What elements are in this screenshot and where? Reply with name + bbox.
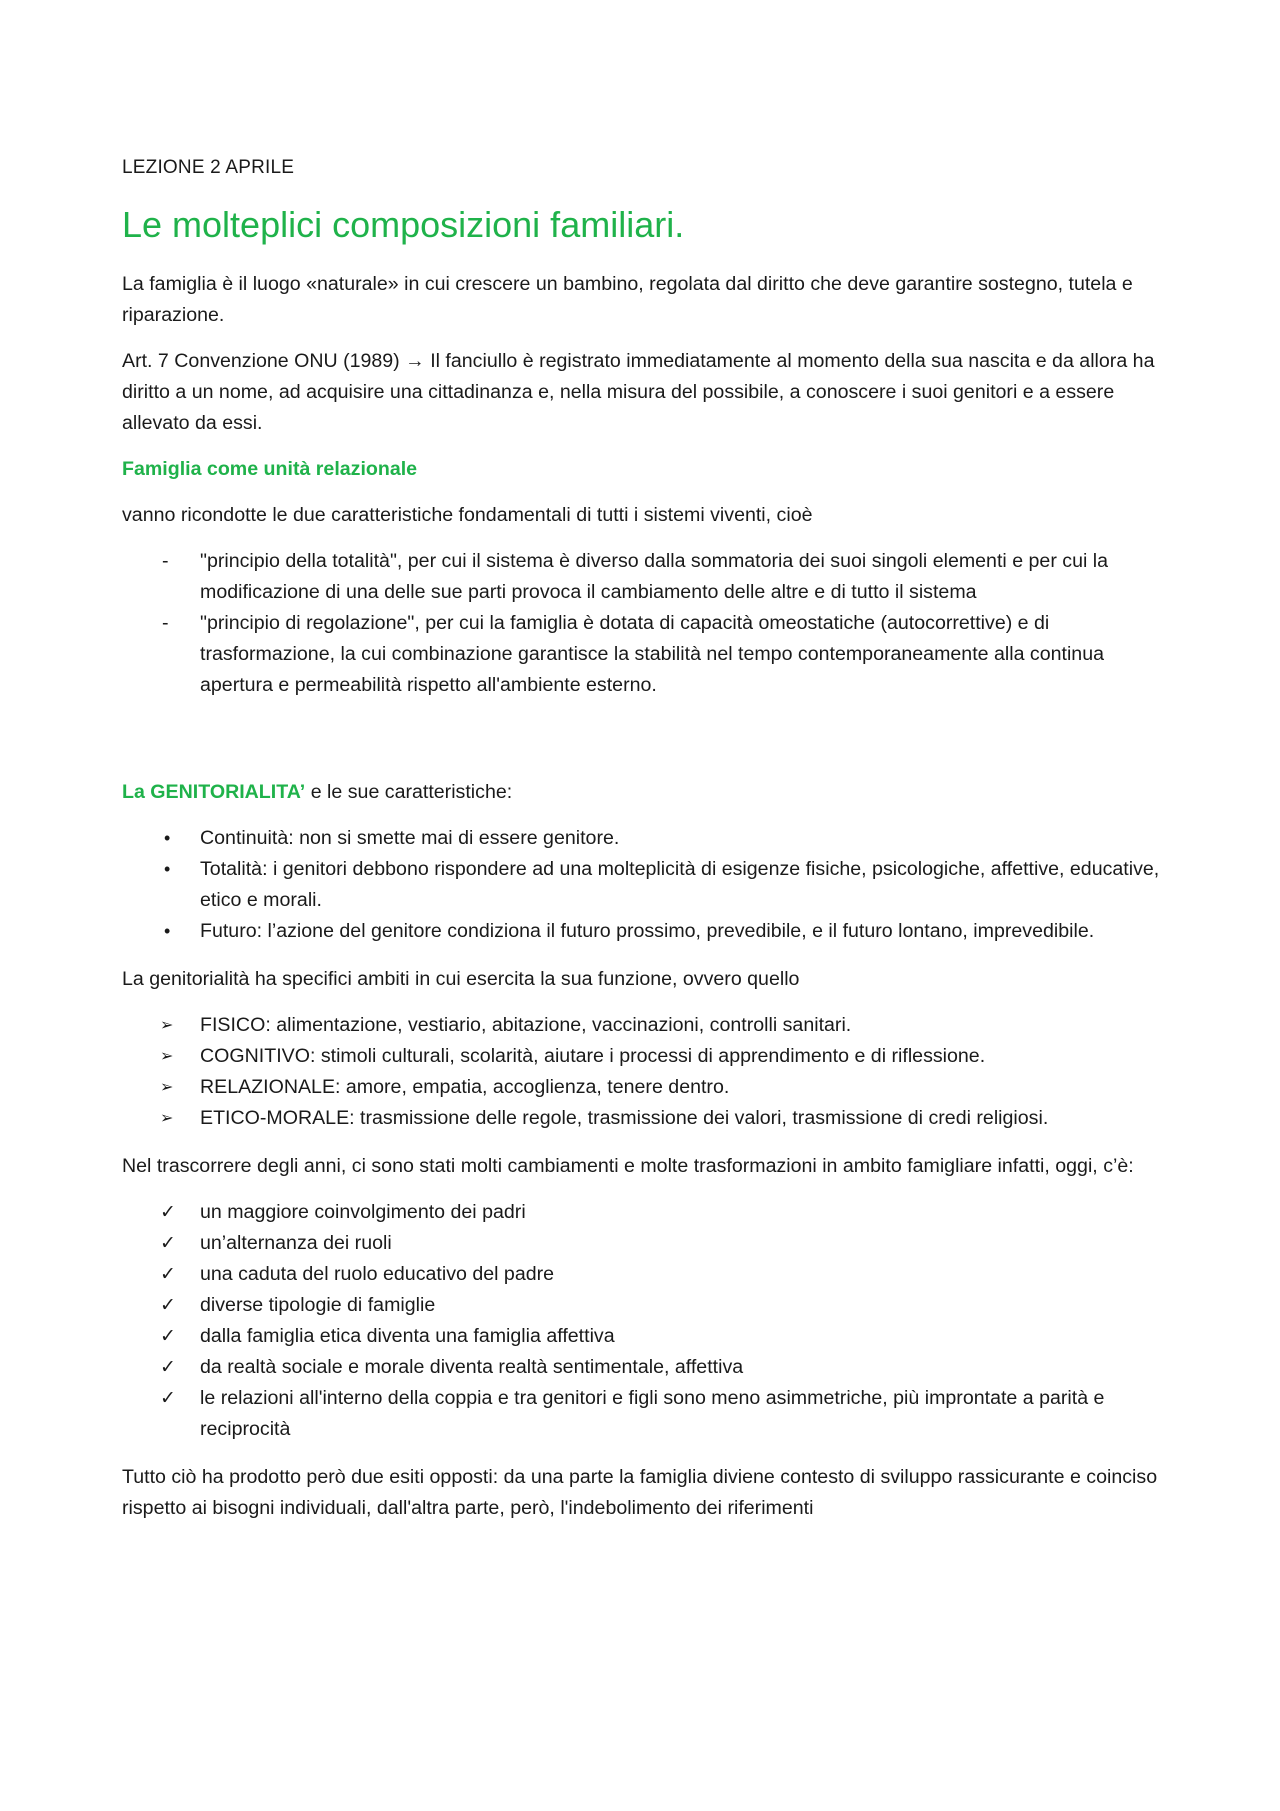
list-item xyxy=(122,1072,1162,1103)
arrow-bullet-icon: ➢ xyxy=(160,1048,174,1065)
list-item xyxy=(122,1228,1162,1259)
list-item-text: da realtà sociale e morale diventa realtà sentimentale, affettiva xyxy=(200,1356,744,1378)
list-item-text: ETICO-MORALE: trasmissione delle regole, trasmissione dei valori, trasmissione di credi religiosi. xyxy=(200,1107,1049,1129)
lesson-label: LEZIONE 2 APRILE xyxy=(122,157,295,178)
bullet-icon: • xyxy=(164,859,171,879)
list-item xyxy=(122,1383,1162,1445)
list-item xyxy=(122,1010,1162,1041)
list-item-text: FISICO: alimentazione, vestiario, abitazione, vaccinazioni, controlli sanitari. xyxy=(200,1014,852,1036)
section-heading-famiglia: Famiglia come unità relazionale xyxy=(122,458,418,480)
arrow-bullet-icon: ➢ xyxy=(160,1017,174,1034)
list-item xyxy=(122,1103,1162,1134)
list-item xyxy=(122,608,1162,701)
list-item-text: una caduta del ruolo educativo del padre xyxy=(200,1263,555,1285)
list-item-text: "principio di regolazione", per cui la famiglia è dotata di capacità omeostatiche (autocorrettive) e di trasformazione, la cui combinazione garantisce la stabilità nel tempo contemporaneamente alla continua apertura e permeabilità rispetto all'ambiente esterno. xyxy=(200,612,1105,696)
section-heading-genitorialita xyxy=(122,777,1162,808)
checkmark-icon: ✓ xyxy=(160,1357,176,1378)
checkmark-icon: ✓ xyxy=(160,1264,176,1285)
principles-list xyxy=(122,546,1162,701)
list-item xyxy=(122,916,1162,947)
list-item-text: Totalità: i genitori debbono rispondere ad una molteplicità di esigenze fisiche, psicologiche, affettive, educative, etico e morali. xyxy=(200,858,1160,911)
list-item-text: le relazioni all'interno della coppia e tra genitori e figli sono meno asimmetriche, più improntate a parità e reciprocità xyxy=(200,1387,1105,1440)
arrow-bullet-icon: ➢ xyxy=(160,1079,174,1096)
list-item-text: un’alternanza dei ruoli xyxy=(200,1232,392,1254)
list-item xyxy=(122,1352,1162,1383)
list-item-text: Continuità: non si smette mai di essere genitore. xyxy=(200,827,620,849)
list-item xyxy=(122,1197,1162,1228)
ambiti-list xyxy=(122,1010,1162,1134)
heading-green-part: La GENITORIALITA’ xyxy=(122,781,306,803)
list-item-text: dalla famiglia etica diventa una famiglia affettiva xyxy=(200,1325,615,1347)
list-item xyxy=(122,546,1162,608)
checkmark-icon: ✓ xyxy=(160,1295,176,1316)
list-item-text: "principio della totalità", per cui il sistema è diverso dalla sommatoria dei suoi singoli elementi e per cui la modificazione di una delle sue parti provoca il cambiamento delle altre e di tutto il sistema xyxy=(200,550,1109,603)
checkmark-icon: ✓ xyxy=(160,1326,176,1347)
article-paragraph: Art. 7 Convenzione ONU (1989) → Il fanciullo è registrato immediatamente al momento della sua nascita e da allora ha diritto a un nome, ad acquisire una cittadinanza e, nella misura del possibile, a conoscere i suoi genitori e a essere allevato da essi. xyxy=(122,350,1155,434)
list-item-text: COGNITIVO: stimoli culturali, scolarità, aiutare i processi di apprendimento e di riflessione. xyxy=(200,1045,986,1067)
list-item-text: RELAZIONALE: amore, empatia, accoglienza, tenere dentro. xyxy=(200,1076,730,1098)
list-item xyxy=(122,1290,1162,1321)
characteristics-list xyxy=(122,823,1162,947)
list-item xyxy=(122,854,1162,916)
ambiti-intro-paragraph: La genitorialità ha specifici ambiti in cui esercita la sua funzione, ovvero quello xyxy=(122,968,800,990)
list-item-text: diverse tipologie di famiglie xyxy=(200,1294,436,1316)
list-item-text: Futuro: l’azione del genitore condiziona il futuro prossimo, prevedibile, e il futuro lontano, imprevedibile. xyxy=(200,920,1095,942)
arrow-bullet-icon: ➢ xyxy=(160,1110,174,1127)
section-intro-paragraph: vanno ricondotte le due caratteristiche fondamentali di tutti i sistemi viventi, cioè xyxy=(122,504,813,526)
dash-marker: - xyxy=(162,550,169,572)
list-item xyxy=(122,1321,1162,1352)
checkmark-icon: ✓ xyxy=(160,1388,176,1409)
list-item xyxy=(122,1259,1162,1290)
closing-paragraph: Tutto ciò ha prodotto però due esiti opposti: da una parte la famiglia diviene contesto di sviluppo rassicurante e coinciso rispetto ai bisogni individuali, dall'altra parte, però, l'indebolimento dei riferimenti xyxy=(122,1466,1158,1519)
changes-list xyxy=(122,1197,1162,1445)
list-item xyxy=(122,1041,1162,1072)
changes-intro-paragraph: Nel trascorrere degli anni, ci sono stati molti cambiamenti e molte trasformazioni in ambito famigliare infatti, oggi, c’è: xyxy=(122,1155,1134,1177)
bullet-icon: • xyxy=(164,828,171,848)
list-item-text: un maggiore coinvolgimento dei padri xyxy=(200,1201,526,1223)
list-item xyxy=(122,823,1162,854)
intro-paragraph: La famiglia è il luogo «naturale» in cui crescere un bambino, regolata dal diritto che deve garantire sostegno, tutela e riparazione. xyxy=(122,273,1133,326)
heading-rest-part: e le sue caratteristiche: xyxy=(305,781,513,803)
bullet-icon: • xyxy=(164,921,171,941)
page-title: Le molteplici composizioni familiari. xyxy=(122,204,685,245)
checkmark-icon: ✓ xyxy=(160,1202,176,1223)
dash-marker: - xyxy=(162,612,169,634)
checkmark-icon: ✓ xyxy=(160,1233,176,1254)
